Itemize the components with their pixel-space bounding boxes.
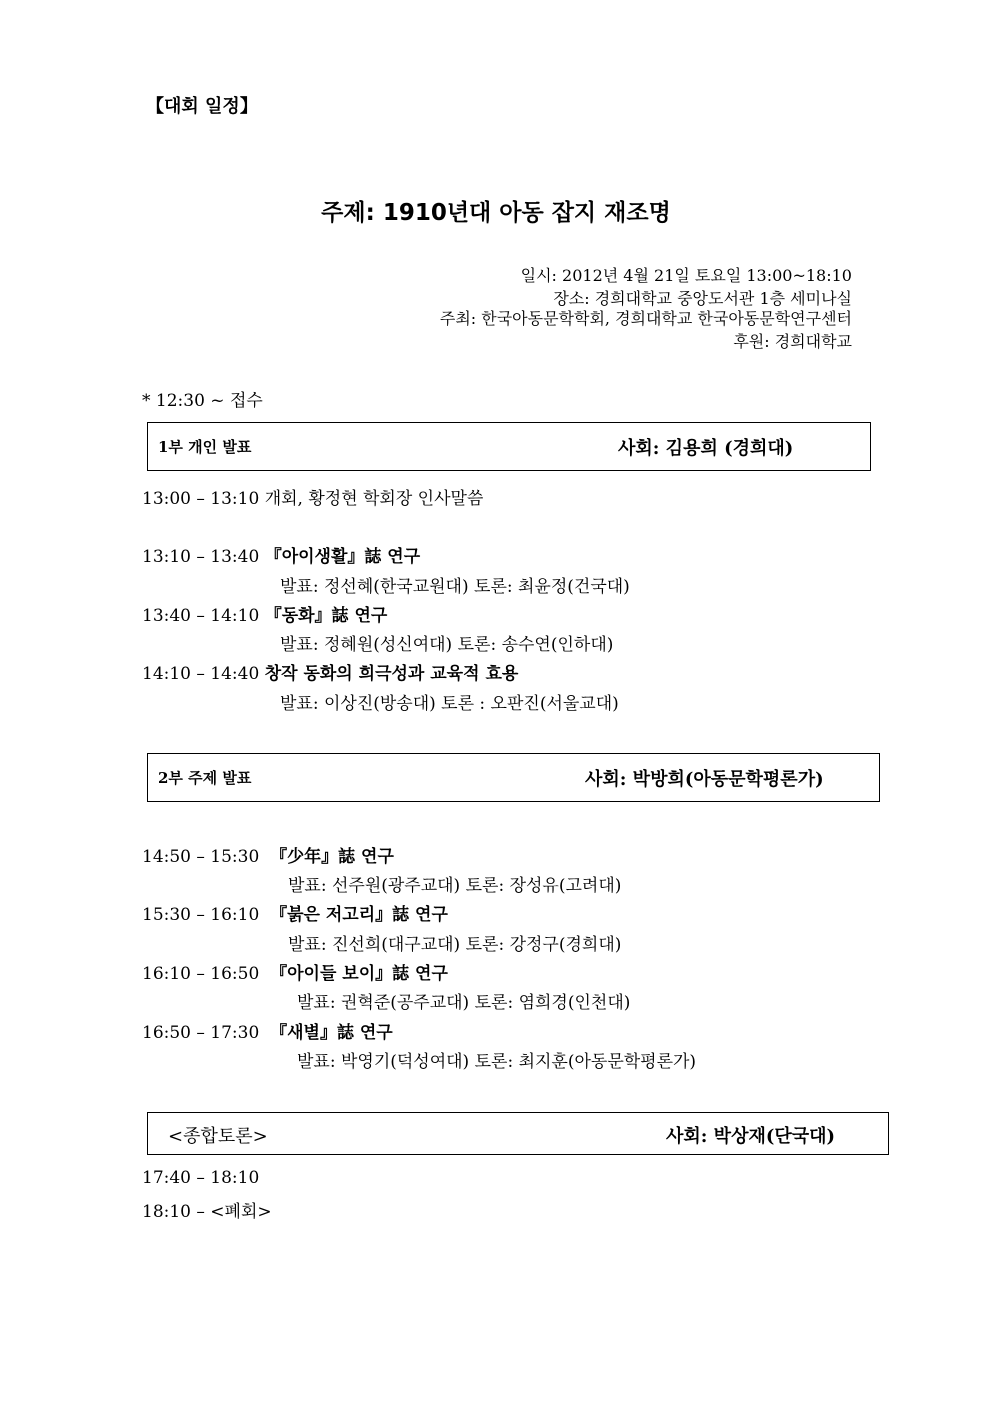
info-place: 장소: 경희대학교 중앙도서관 1층 세미나실 <box>553 289 852 308</box>
session-topic: 『아이들 보이』誌 연구 <box>270 964 448 984</box>
session-time: 16:50 – 17:30 <box>142 1023 260 1043</box>
info-date: 일시: 2012년 4월 21일 토요일 13:00~18:10 <box>520 266 852 285</box>
session-topic: 『새별』誌 연구 <box>270 1023 393 1043</box>
part2-label: 2부 주제 발표 <box>158 769 252 787</box>
page-title: 주제: 1910년대 아동 잡지 재조명 <box>321 200 671 226</box>
session-topic: 『동화』誌 연구 <box>264 606 388 626</box>
closing-line: 18:10 – <폐회> <box>142 1202 272 1222</box>
session-topic: 『少年』誌 연구 <box>270 847 394 867</box>
session-time-line <box>142 842 394 867</box>
session-time: 13:40 – 14:10 <box>142 606 260 626</box>
session-topic: 『아이생활』誌 연구 <box>264 547 421 567</box>
session-time: 15:30 – 16:10 <box>142 905 260 925</box>
session-topic: 창작 동화의 희극성과 교육적 효용 <box>264 664 519 684</box>
session-time-line <box>142 959 448 984</box>
session-detail: 발표: 이상진(방송대) 토론 : 오판진(서울교대) <box>280 694 619 714</box>
session-time-line <box>142 900 448 925</box>
session-detail: 발표: 정선혜(한국교원대) 토론: 최윤정(건국대) <box>280 577 630 597</box>
session-detail: 발표: 정혜원(성신여대) 토론: 송수연(인하대) <box>280 635 614 655</box>
part3-label: <종합토론> <box>168 1126 268 1147</box>
part3-header-box <box>147 1112 889 1155</box>
section-label: 【대회 일정】 <box>146 96 258 117</box>
part3-chair: 사회: 박상재(단국대) <box>666 1126 836 1147</box>
part1-label: 1부 개인 발표 <box>158 438 252 456</box>
closing-line: 17:40 – 18:10 <box>142 1168 260 1188</box>
session-time-line <box>142 601 387 626</box>
session-time-line <box>142 542 420 567</box>
session-time-line <box>142 659 518 684</box>
session-detail: 발표: 박영기(덕성여대) 토론: 최지훈(아동문학평론가) <box>297 1052 697 1072</box>
session-time: 14:10 – 14:40 <box>142 664 260 684</box>
part2-header-box <box>147 753 880 802</box>
session-time: 14:50 – 15:30 <box>142 847 260 867</box>
session-time: 16:10 – 16:50 <box>142 964 260 984</box>
info-sponsor: 후원: 경희대학교 <box>733 332 852 351</box>
part1-chair: 사회: 김용희 (경희대) <box>618 438 794 459</box>
session-topic: 『붉은 저고리』誌 연구 <box>270 905 448 925</box>
part1-header-box <box>147 422 871 471</box>
reception-line: * 12:30 ~ 접수 <box>142 391 263 411</box>
info-host: 주최: 한국아동문학학회, 경희대학교 한국아동문학연구센터 <box>439 309 852 328</box>
session-detail: 발표: 선주원(광주교대) 토론: 장성유(고려대) <box>288 876 622 896</box>
session-time: 13:10 – 13:40 <box>142 547 260 567</box>
session-time-line <box>142 1018 393 1043</box>
session-detail: 발표: 진선희(대구교대) 토론: 강정구(경희대) <box>288 935 622 955</box>
session-detail: 발표: 권혁준(공주교대) 토론: 염희경(인천대) <box>297 993 631 1013</box>
part2-chair: 사회: 박방희(아동문학평론가) <box>585 769 824 790</box>
opening-line: 13:00 – 13:10 개회, 황정현 학회장 인사말씀 <box>142 489 484 509</box>
